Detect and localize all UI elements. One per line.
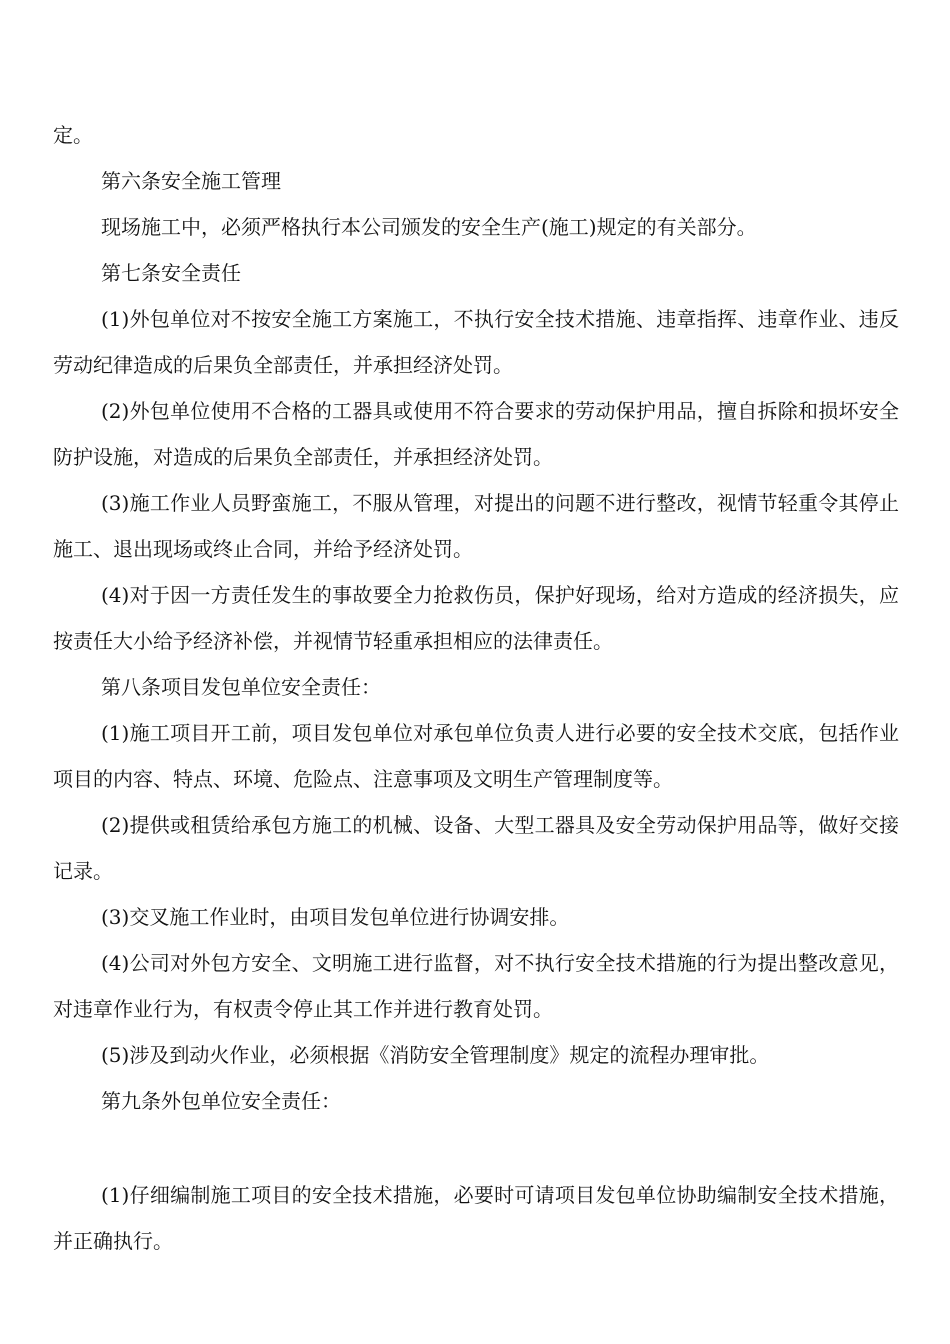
article-8-item-3: (3)交叉施工作业时，由项目发包单位进行协调安排。: [101, 905, 570, 929]
article-6-heading: 第六条安全施工管理: [101, 169, 281, 193]
article-7-item-2: (2)外包单位使用不合格的工器具或使用不符合要求的劳动保护用品，擅自拆除和损坏安全防护设施，对造成的后果负全部责任，并承担经济处罚。: [53, 399, 899, 469]
article-8-item-2: (2)提供或租赁给承包方施工的机械、设备、大型工器具及安全劳动保护用品等，做好交接记录。: [53, 813, 899, 883]
article-8-heading: 第八条项目发包单位安全责任：: [101, 675, 381, 699]
article-7-item-1: (1)外包单位对不按安全施工方案施工，不执行安全技术措施、违章指挥、违章作业、违反劳动纪律造成的后果负全部责任，并承担经济处罚。: [53, 307, 899, 377]
article-9-heading: 第九条外包单位安全责任：: [101, 1089, 341, 1113]
article-8-item-5: (5)涉及到动火作业，必须根据《消防安全管理制度》规定的流程办理审批。: [101, 1043, 770, 1067]
article-6-body: 现场施工中，必须严格执行本公司颁发的安全生产(施工)规定的有关部分。: [101, 215, 757, 239]
article-7-item-4: (4)对于因一方责任发生的事故要全力抢救伤员，保护好现场，给对方造成的经济损失，应按责任大小给予经济补偿，并视情节轻重承担相应的法律责任。: [53, 583, 899, 653]
article-7-item-3: (3)施工作业人员野蛮施工，不服从管理，对提出的问题不进行整改，视情节轻重令其停止施工、退出现场或终止合同，并给予经济处罚。: [53, 491, 899, 561]
article-8-item-1: (1)施工项目开工前，项目发包单位对承包单位负责人进行必要的安全技术交底，包括作业项目的内容、特点、环境、危险点、注意事项及文明生产管理制度等。: [53, 721, 899, 791]
article-9-item-1: (1)仔细编制施工项目的安全技术措施，必要时可请项目发包单位协助编制安全技术措施，并正确执行。: [53, 1183, 899, 1253]
paragraph-continuation: 定。: [53, 123, 93, 147]
article-7-heading: 第七条安全责任: [101, 261, 241, 285]
article-8-item-4: (4)公司对外包方安全、文明施工进行监督，对不执行安全技术措施的行为提出整改意见，对违章作业行为，有权责令停止其工作并进行教育处罚。: [53, 951, 899, 1021]
